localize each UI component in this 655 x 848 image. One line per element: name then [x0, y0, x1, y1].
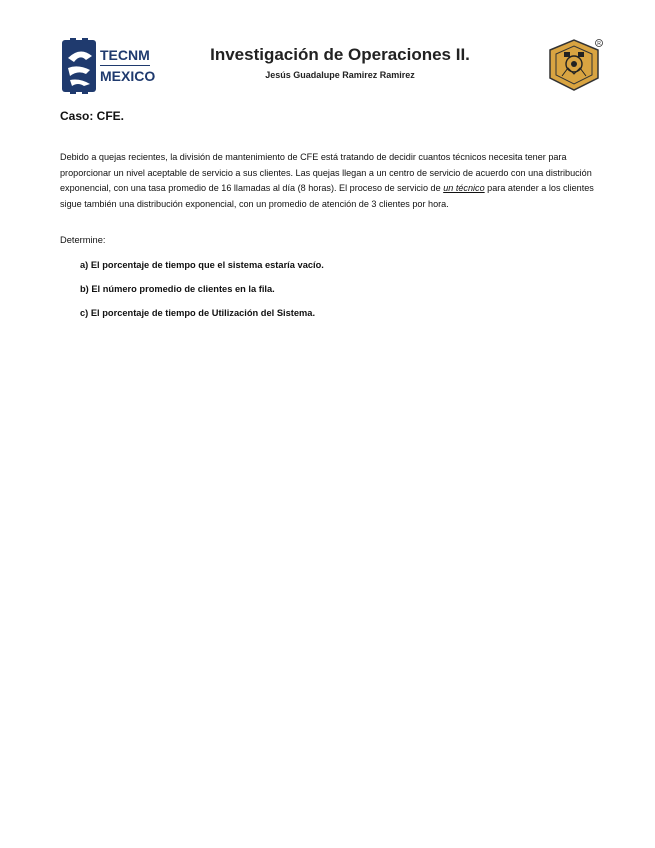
tecnm-logo	[60, 38, 155, 94]
case-title: Caso: CFE.	[60, 109, 125, 123]
case-paragraph	[60, 150, 600, 212]
paragraph-emphasis: un técnico	[443, 183, 485, 194]
paragraph-part1: Debido a quejas recientes, la división de mantenimiento de CFE está tratando de decidir cuantos técnicos necesita tener para proporcionar un nivel aceptable de servicio a sus clientes. Las quejas llegan a un centro de servicio de acuerdo con una distribución exponencial, con una tasa promedio de 16 llamadas al día (8 horas). El proceso de servicio de	[60, 152, 592, 194]
svg-text:R: R	[597, 40, 601, 47]
mexico-text: MEXICO	[100, 68, 155, 84]
document-title: Investigación de Operaciones II.	[210, 45, 470, 64]
determine-label: Determine:	[60, 235, 106, 245]
question-c: c) El porcentaje de tiempo de Utilización del Sistema.	[80, 308, 316, 318]
tecnm-text: TECNM	[100, 47, 150, 63]
question-b: b) El número promedio de clientes en la fila.	[80, 284, 275, 294]
question-a: a) El porcentaje de tiempo que el sistema estaría vacío.	[80, 260, 324, 270]
author-name: Jesús Guadalupe Ramirez Ramirez	[265, 70, 415, 80]
paragraph-part2: para atender a los clientes sigue también una distribución exponencial, con un promedio de atención de 3 clientes por hora.	[60, 183, 594, 209]
institute-seal-icon	[544, 38, 604, 94]
